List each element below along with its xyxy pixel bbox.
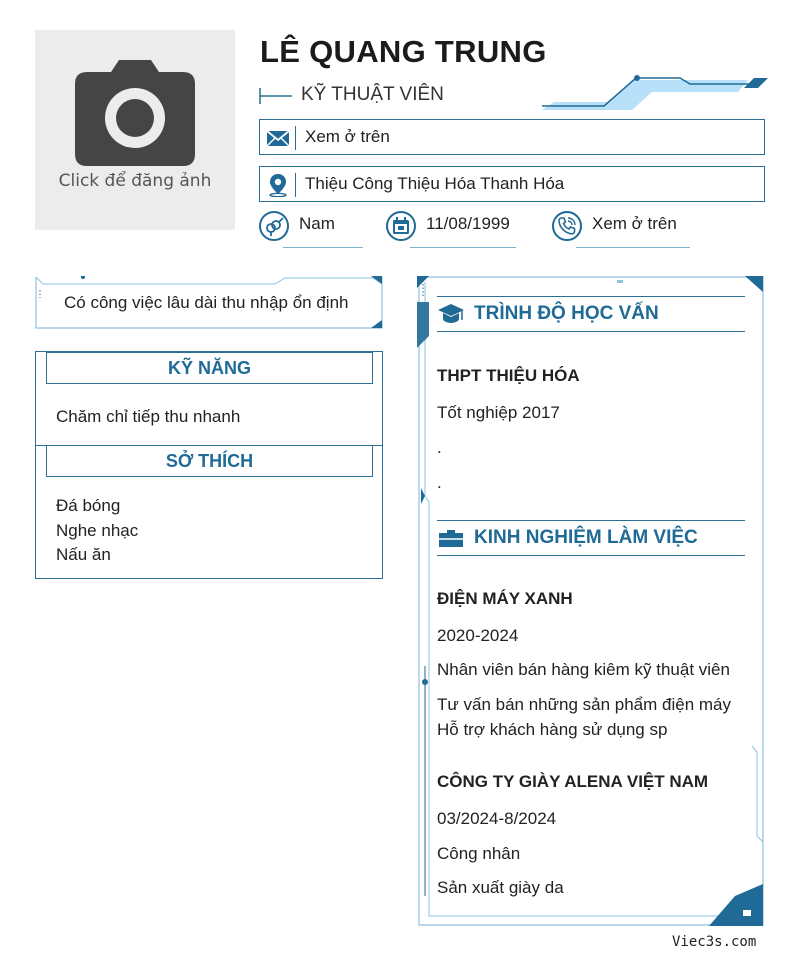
email-value: Xem ở trên: [305, 127, 390, 146]
career-objective-box: [35, 276, 383, 329]
experience-header: [437, 520, 745, 556]
hobby-item: Đá bóng: [56, 496, 121, 515]
location-icon: [266, 173, 290, 197]
gender-icon: [264, 216, 284, 236]
phone-value: Xem ở trên: [592, 214, 677, 233]
education-line: .: [437, 438, 442, 457]
education-header: [437, 296, 745, 332]
job-role: Nhân viên bán hàng kiêm kỹ thuật viên: [437, 660, 730, 679]
email-icon: [266, 126, 290, 150]
phone-field: [552, 211, 692, 251]
education-line: .: [437, 473, 442, 492]
hobbies-heading: SỞ THÍCH: [46, 445, 373, 477]
gender-value: Nam: [299, 214, 335, 233]
job-description: Hỗ trợ khách hàng sử dụng sp: [437, 720, 668, 739]
phone-icon: [557, 216, 577, 236]
skills-heading: KỸ NĂNG: [46, 352, 373, 384]
header-decoration: [540, 72, 770, 114]
job-period: 03/2024-8/2024: [437, 809, 557, 828]
profile-photo-placeholder[interactable]: [35, 30, 235, 230]
address-value: Thiệu Công Thiệu Hóa Thanh Hóa: [305, 174, 565, 193]
email-row: [259, 119, 765, 155]
education-heading: TRÌNH ĐỘ HỌC VẤN: [474, 303, 659, 324]
briefcase-icon: [437, 526, 465, 550]
camera-icon: [75, 60, 195, 166]
hobby-item: Nghe nhạc: [56, 520, 139, 540]
job-description: Sản xuất giày da: [437, 878, 564, 897]
candidate-name: LÊ QUANG TRUNG: [260, 34, 547, 69]
objective-text: Có công việc lâu dài thu nhập ổn định: [64, 293, 349, 312]
hobby-item: Nấu ăn: [56, 545, 111, 564]
graduation-cap-icon: [437, 302, 465, 326]
school-name: THPT THIỆU HÓA: [437, 366, 580, 385]
photo-caption: Click để đăng ảnh: [58, 171, 212, 191]
address-row: [259, 166, 765, 202]
job-role: Công nhân: [437, 844, 521, 863]
job-company: ĐIỆN MÁY XANH: [437, 589, 573, 608]
job-period: 2020-2024: [437, 626, 519, 645]
skill-item: Chăm chỉ tiếp thu nhanh: [56, 407, 241, 426]
gender-field: [259, 211, 369, 251]
experience-heading: KINH NGHIỆM LÀM VIỆC: [474, 527, 698, 548]
calendar-icon: [392, 217, 410, 235]
birthday-value: 11/08/1999: [426, 214, 510, 233]
job-description: Tư vấn bán những sản phẩm điện máy: [437, 695, 731, 714]
footer-brand: Viec3s.com: [672, 934, 757, 950]
skills-section: [35, 351, 383, 446]
birthday-field: [386, 211, 521, 251]
title-decoration: [259, 86, 293, 106]
job-title: KỸ THUẬT VIÊN: [301, 84, 444, 105]
job-company: CÔNG TY GIÀY ALENA VIỆT NAM: [437, 772, 709, 791]
hobbies-section: [35, 445, 383, 579]
education-detail: Tốt nghiệp 2017: [437, 403, 560, 422]
